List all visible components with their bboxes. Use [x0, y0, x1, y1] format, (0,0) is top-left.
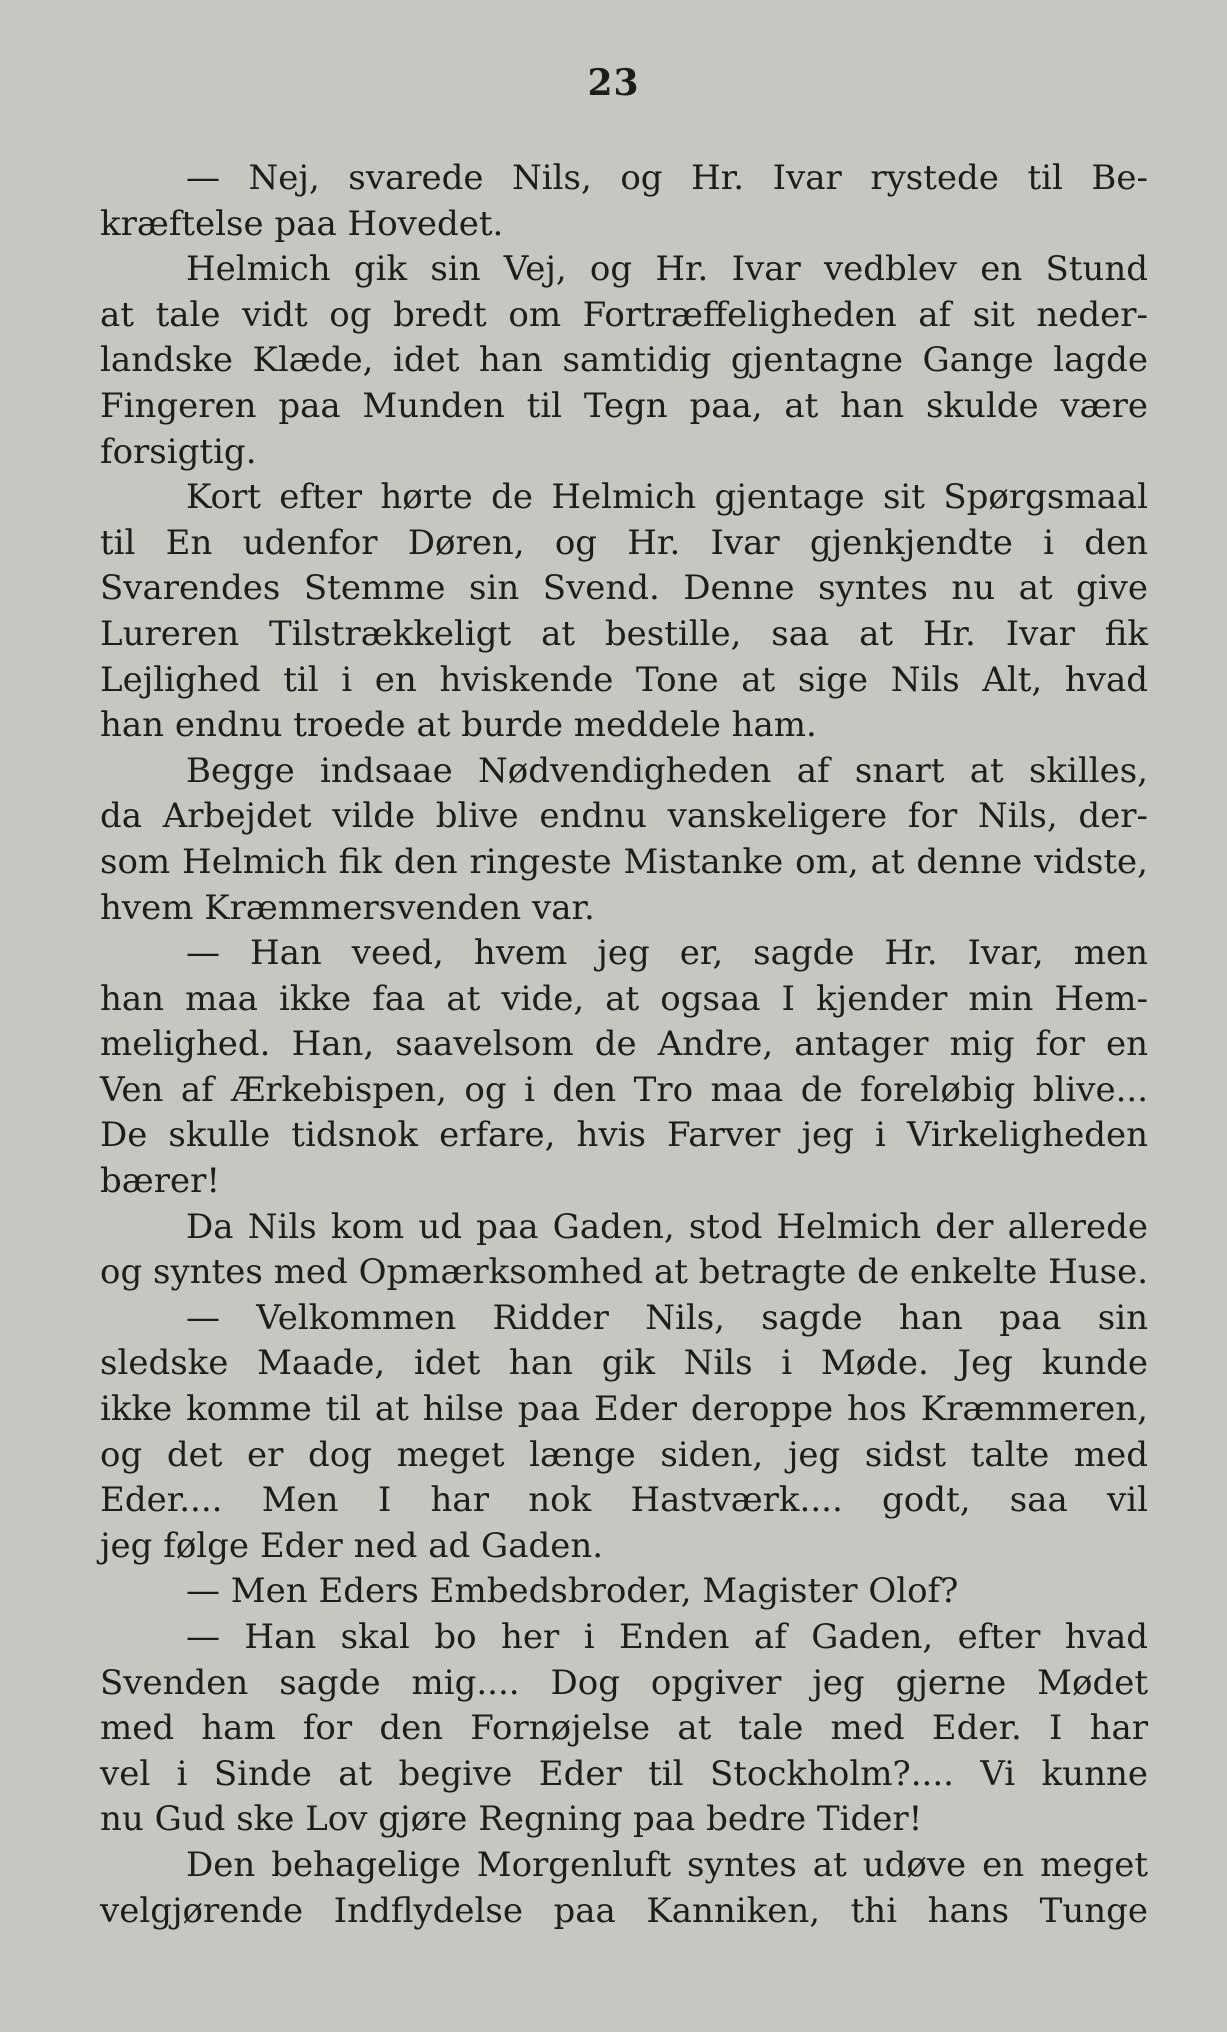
text-line: til En udenfor Døren, og Hr. Ivar gjenkjendte i den — [100, 522, 1148, 563]
text-line: Svarendes Stemme sin Svend. Denne syntes nu at give — [100, 568, 1148, 609]
text-line: at tale vidt og bredt om Fortræffeligheden af sit neder- — [100, 294, 1148, 335]
text-line: Lejlighed til i en hviskende Tone at sige Nils Alt, hvad — [100, 659, 1148, 700]
text-line: Kort efter hørte de Helmich gjentage sit Spørgsmaal — [186, 477, 1148, 518]
text-line: og syntes med Opmærksomhed at betragte de enkelte Huse. — [100, 1252, 1149, 1293]
text-line: Den behagelige Morgenluft syntes at udøve en meget — [186, 1844, 1148, 1885]
text-line: — Velkommen Ridder Nils, sagde han paa sin — [186, 1297, 1148, 1338]
text-line: landske Klæde, idet han samtidig gjentagne Gange lagde — [100, 340, 1148, 381]
text-line: Eder.... Men I har nok Hastværk.... godt, saa vil — [100, 1480, 1148, 1521]
text-line: som Helmich fik den ringeste Mistanke om, at denne vidste, — [100, 841, 1148, 882]
text-line: da Arbejdet vilde blive endnu vanskeligere for Nils, der- — [100, 796, 1148, 837]
text-line: han endnu troede at burde meddele ham. — [100, 705, 817, 746]
text-line: melighed. Han, saavelsom de Andre, antager mig for en — [100, 1024, 1148, 1065]
body-text — [100, 156, 1148, 1934]
text-line: han maa ikke faa at vide, at ogsaa I kjender min Hem- — [100, 978, 1148, 1019]
text-line: ikke komme til at hilse paa Eder deroppe hos Kræmmeren, — [100, 1389, 1148, 1430]
text-line: velgjørende Indflydelse paa Kanniken, thi hans Tunge — [100, 1890, 1148, 1931]
text-line: Da Nils kom ud paa Gaden, stod Helmich der allerede — [186, 1206, 1148, 1247]
text-line: De skulle tidsnok erfare, hvis Farver jeg i Virkeligheden — [100, 1115, 1148, 1156]
text-line: nu Gud ske Lov gjøre Regning paa bedre Tider! — [100, 1799, 923, 1840]
text-line: Svenden sagde mig.... Dog opgiver jeg gjerne Mødet — [100, 1662, 1148, 1703]
text-line: bærer! — [100, 1161, 221, 1202]
text-line: — Han veed, hvem jeg er, sagde Hr. Ivar, men — [186, 933, 1148, 974]
text-line: og det er dog meget længe siden, jeg sidst talte med — [100, 1434, 1148, 1475]
text-line: Fingeren paa Munden til Tegn paa, at han skulde være — [100, 385, 1148, 426]
text-line: — Men Eders Embedsbroder, Magister Olof? — [186, 1571, 959, 1612]
text-line: Ven af Ærkebispen, og i den Tro maa de foreløbig blive... — [100, 1069, 1148, 1110]
text-line: forsigtig. — [100, 431, 257, 472]
text-line: — Nej, svarede Nils, og Hr. Ivar rystede til Be- — [186, 158, 1148, 198]
page-number: 23 — [587, 62, 640, 104]
text-line: jeg følge Eder ned ad Gaden. — [100, 1525, 604, 1566]
text-line: sledske Maade, idet han gik Nils i Møde. Jeg kunde — [100, 1343, 1148, 1384]
text-line: kræftelse paa Hovedet. — [100, 203, 504, 244]
text-line: med ham for den Fornøjelse at tale med Eder. I har — [100, 1708, 1148, 1749]
text-line: Begge indsaae Nødvendigheden af snart at skilles, — [186, 750, 1148, 791]
text-line: hvem Kræmmersvenden var. — [100, 887, 595, 928]
text-line: — Han skal bo her i Enden af Gaden, efter hvad — [186, 1617, 1148, 1657]
text-line: vel i Sinde at begive Eder til Stockholm?.... Vi kunne — [100, 1753, 1148, 1794]
text-line: Helmich gik sin Vej, og Hr. Ivar vedblev en Stund — [186, 249, 1148, 290]
text-line: Lureren Tilstrækkeligt at bestille, saa at Hr. Ivar fik — [100, 613, 1148, 654]
